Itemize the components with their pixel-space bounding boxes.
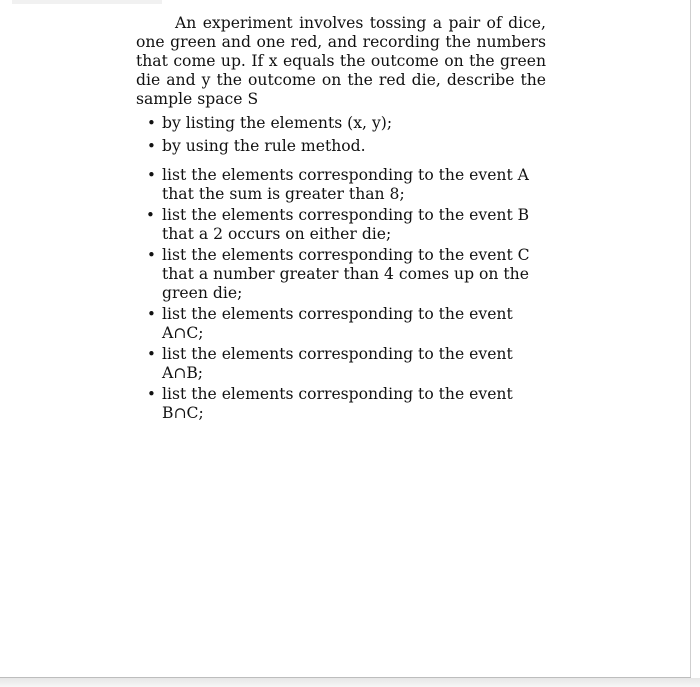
list-item xyxy=(136,345,546,383)
bullet-icon: • xyxy=(146,206,155,224)
list-item-text: list the elements corresponding to the event A that the sum is greater than 8; xyxy=(162,166,529,203)
list-item-text: by listing the elements (x, y); xyxy=(162,114,393,132)
page-top-tab xyxy=(12,0,162,4)
intro-paragraph: An experiment involves tossing a pair of dice, one green and one red, and recording the numbers that come up. If x equals the outcome on the green die and y the outcome on the red die, describe the sample space S xyxy=(136,14,546,108)
list-item xyxy=(136,114,546,133)
bullet-icon: • xyxy=(147,345,156,363)
bullet-icon: • xyxy=(147,114,156,132)
bullet-icon: • xyxy=(147,166,156,184)
list-item-text: list the elements corresponding to the event A∩C; xyxy=(162,305,513,342)
sample-space-methods xyxy=(136,114,546,156)
problem-text xyxy=(136,14,546,425)
event-questions xyxy=(136,166,546,423)
list-item xyxy=(136,137,546,156)
list-item-text: list the elements corresponding to the event B that a 2 occurs on either die; xyxy=(162,206,530,243)
bullet-icon: • xyxy=(147,137,156,155)
page-right-edge xyxy=(690,0,691,687)
bullet-icon: • xyxy=(147,305,156,323)
list-item-text: by using the rule method. xyxy=(162,137,366,155)
page-shadow xyxy=(0,678,700,687)
list-item-text: list the elements corresponding to the event C that a number greater than 4 comes up on the green die; xyxy=(162,246,530,302)
bullet-icon: • xyxy=(147,246,156,264)
list-item xyxy=(136,166,546,204)
list-item xyxy=(136,246,546,303)
list-item xyxy=(136,206,546,244)
list-item xyxy=(136,385,546,423)
list-item-text: list the elements corresponding to the event B∩C; xyxy=(162,385,513,422)
bullet-icon: • xyxy=(147,385,156,403)
list-item-text: list the elements corresponding to the event A∩B; xyxy=(162,345,513,382)
list-item xyxy=(136,305,546,343)
